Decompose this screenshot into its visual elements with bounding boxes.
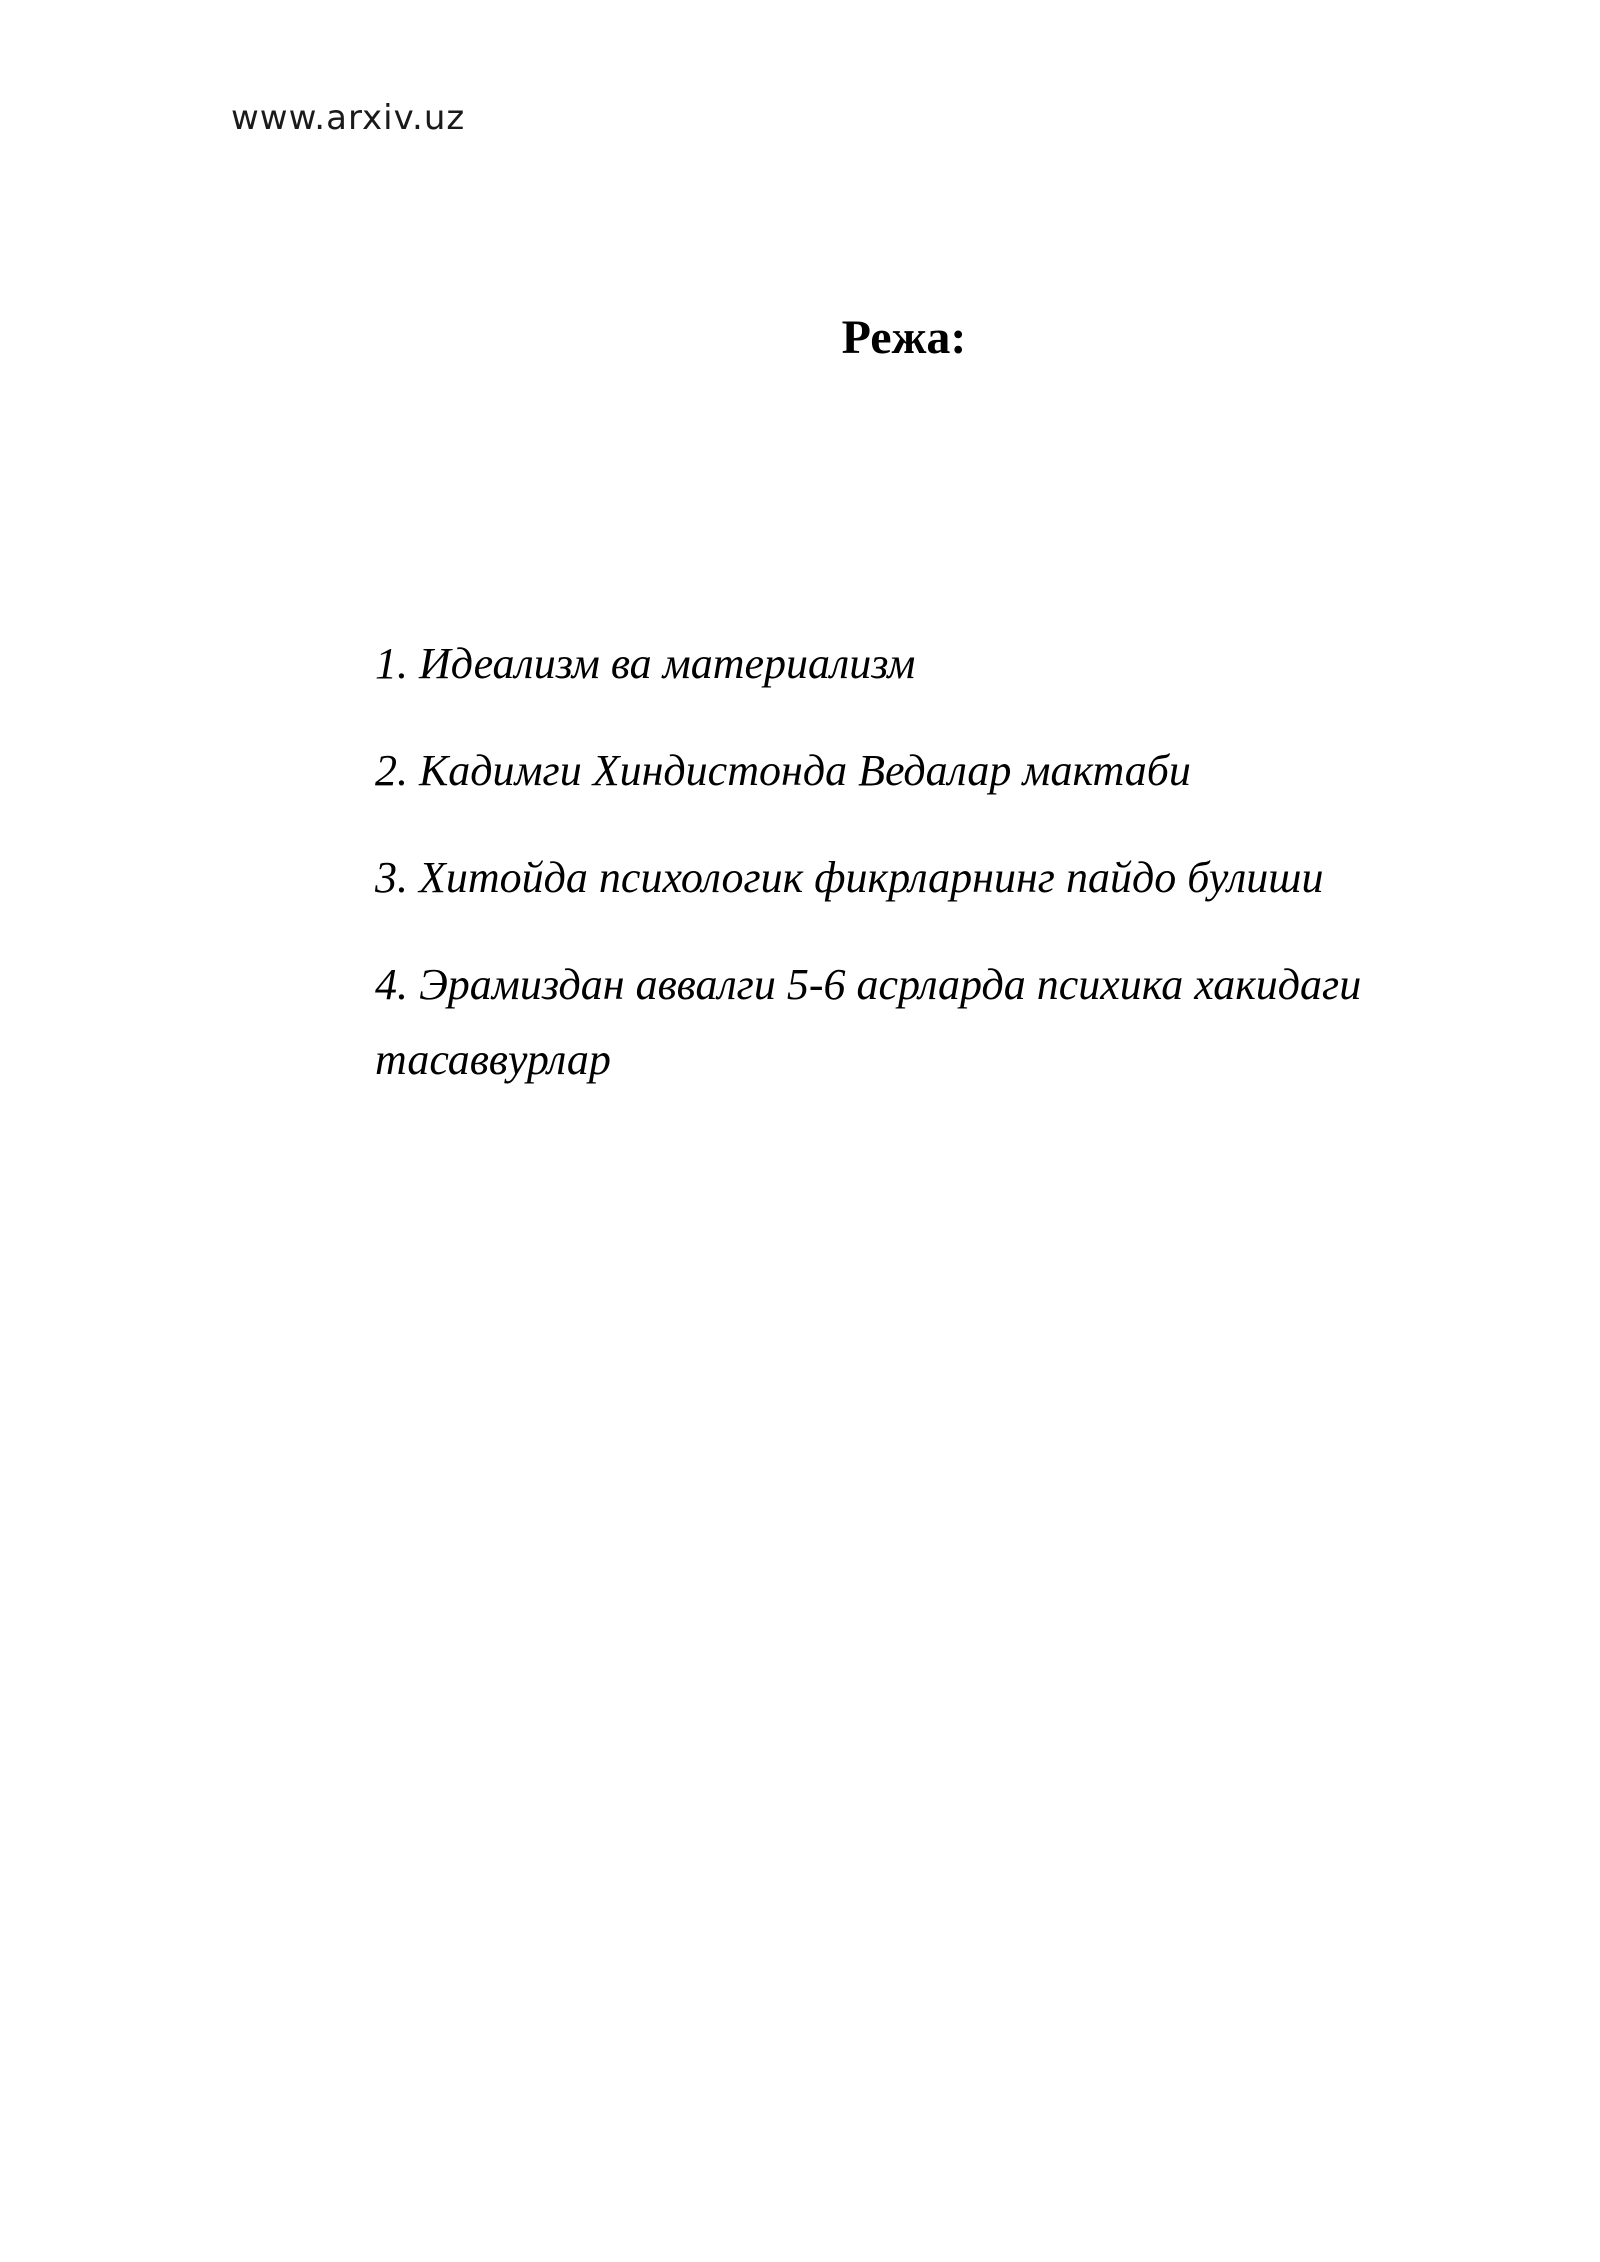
- site-header: www.arxiv.uz: [231, 98, 466, 138]
- plan-item-1: 1. Идеализм ва материализм: [375, 639, 916, 688]
- plan-item-3: 3. Хитойда психологик фикрларнинг пайдо булиши: [375, 853, 1324, 902]
- page-title: Режа:: [841, 311, 967, 364]
- plan-item-2: 2. Кадимги Хиндистонда Ведалар мактаби: [375, 746, 1191, 795]
- plan-item-4: 4. Эрамиздан аввалги 5-6 асрларда психика хакидаги тасаввурлар: [375, 960, 1362, 1084]
- plan-list: [375, 626, 1375, 1129]
